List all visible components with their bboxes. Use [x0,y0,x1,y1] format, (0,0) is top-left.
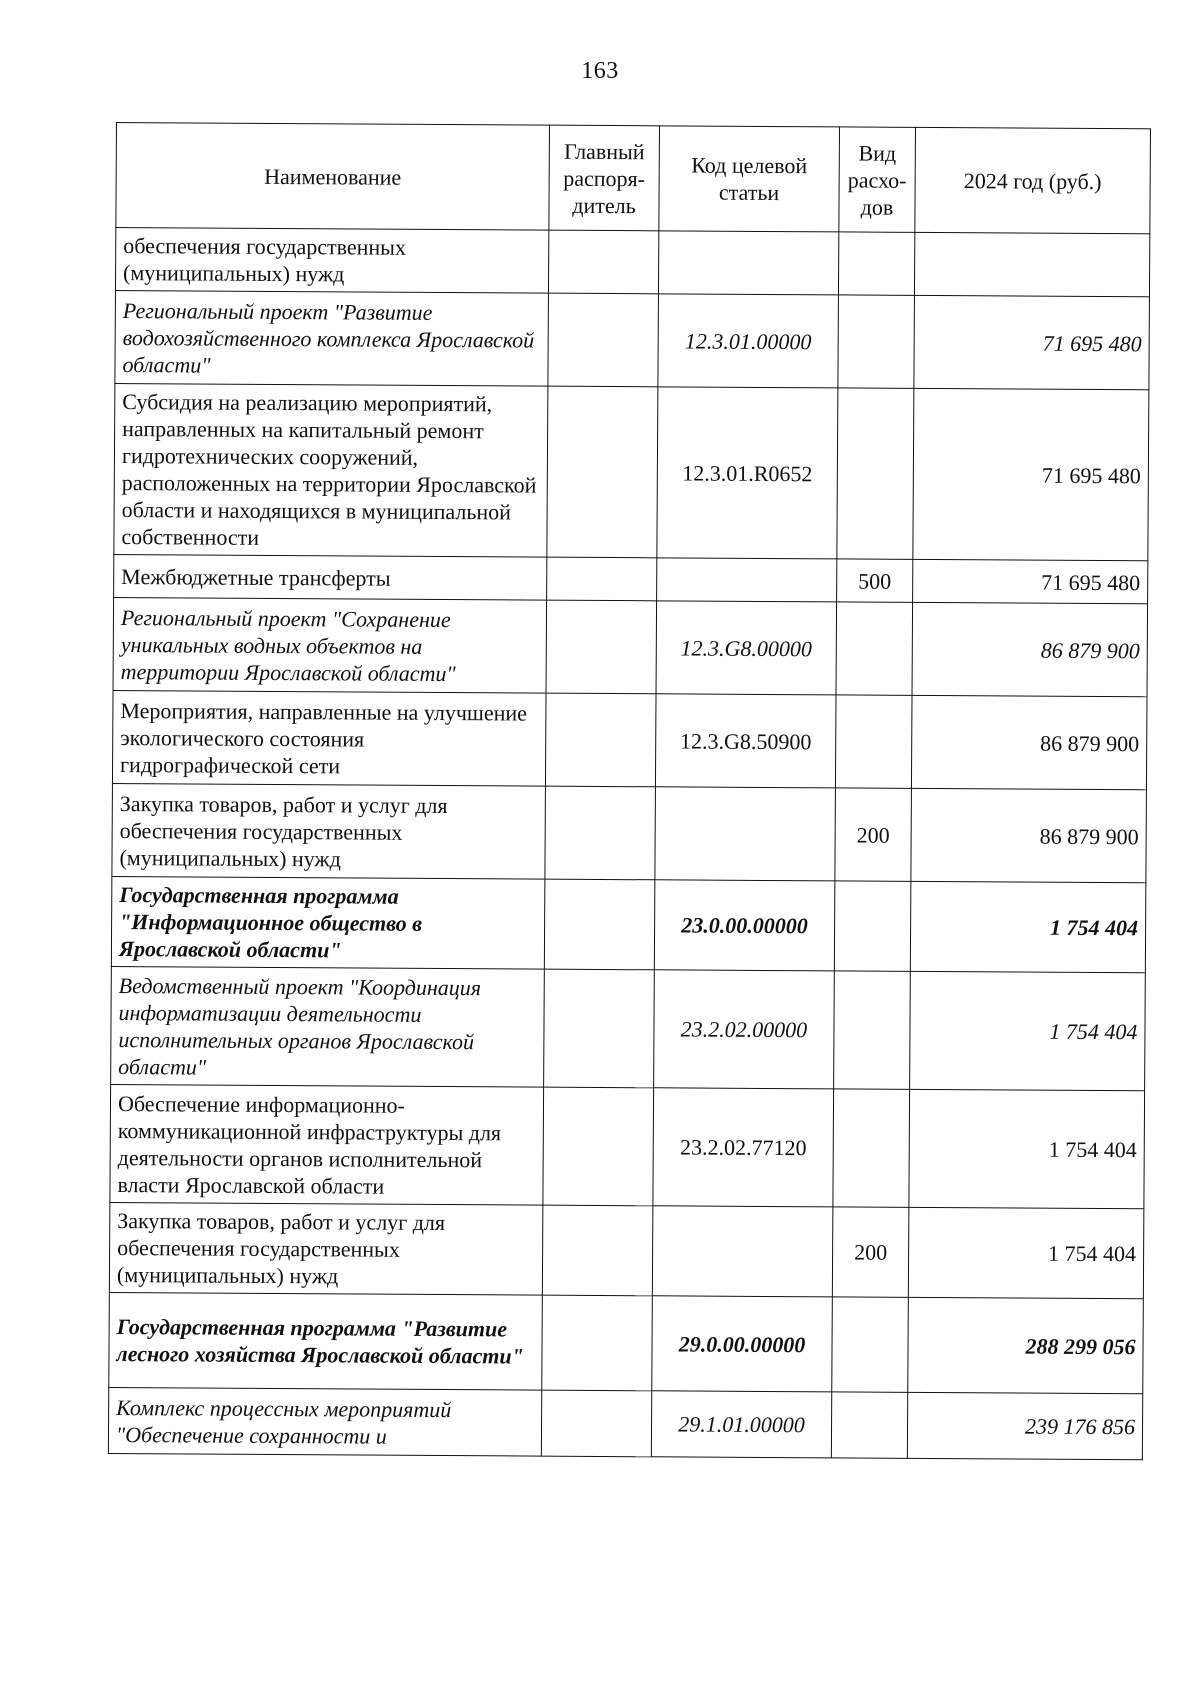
table-row [112,690,1147,789]
row-type-cell: 200 [832,1207,909,1297]
row-type-cell [831,1392,907,1458]
row-name-cell: Закупка товаров, работ и услуг для обеспечения государственных (муниципальных) нужд [112,783,546,879]
header-amount: 2024 год (руб.) [915,127,1151,233]
row-name-cell: Закупка товаров, работ и услуг для обеспечения государственных (муниципальных) нужд [109,1202,543,1295]
row-manager-cell [545,693,656,787]
row-type-cell [834,881,911,971]
row-manager-cell [547,557,657,601]
row-name-cell: Субсидия на реализацию мероприятий, направленных на капитальный ремонт гидротехнических сооружений, расположенных на территории Ярославской области и находящихся в муниципальной собственности [114,383,548,557]
row-amount-cell: 1 754 404 [910,971,1146,1090]
row-type-cell [838,295,915,388]
table-body [108,228,1149,1460]
row-amount-cell: 71 695 480 [913,559,1148,603]
row-amount-cell: 86 879 900 [911,788,1147,882]
row-code-cell: 12.3.G8.50900 [655,694,836,788]
row-name-cell: Региональный проект "Развитие водохозяйственного комплекса Ярославской области" [115,290,549,386]
table-row [113,597,1148,696]
row-amount-cell: 71 695 480 [913,388,1149,560]
row-manager-cell [544,969,655,1088]
row-name-cell: Региональный проект "Сохранение уникальных водных объектов на территории Ярославской области" [113,597,547,693]
row-manager-cell [542,1295,653,1391]
row-manager-cell [545,786,656,880]
table-row [112,783,1147,882]
row-name-cell: Комплекс процессных мероприятий "Обеспечение сохранности и [108,1387,541,1456]
table-header-row [116,123,1151,234]
row-amount-cell: 239 176 856 [907,1392,1142,1459]
row-type-cell [838,232,914,295]
row-type-cell: 200 [835,788,912,881]
header-name: Наименование [116,123,550,231]
row-amount-cell: 1 754 404 [910,881,1146,972]
row-name-cell: Государственная программа "Развитие лесного хозяйства Ярославской области" [109,1292,543,1390]
budget-table [108,122,1151,1460]
table-row [115,228,1149,297]
row-code-cell [658,231,838,295]
row-manager-cell [543,1087,654,1206]
row-name-cell: Ведомственный проект "Координация информатизации деятельности исполнительных органов Ярославской области" [111,966,545,1087]
row-manager-cell [548,293,659,387]
row-amount-cell: 86 879 900 [912,602,1148,696]
header-manager: Главный распоря-дитель [549,125,660,231]
row-manager-cell [544,879,655,970]
row-name-cell: Межбюджетные трансферты [114,554,547,600]
row-type-cell [833,1089,910,1207]
table-row [110,1084,1145,1208]
row-amount-cell: 1 754 404 [909,1089,1145,1208]
row-code-cell: 23.2.02.00000 [654,970,835,1089]
row-code-cell: 12.3.01.R0652 [657,387,838,559]
row-manager-cell [541,1390,651,1457]
row-manager-cell [542,1205,653,1296]
row-name-cell: Государственная программа "Информационное общество в Ярославской области" [111,876,545,969]
row-manager-cell [547,386,658,558]
row-amount-cell [914,232,1149,296]
header-type: Вид расхо-дов [839,127,916,232]
row-code-cell: 29.1.01.00000 [651,1391,831,1458]
table-row [114,383,1149,560]
row-manager-cell [548,230,658,294]
row-code-cell: 23.0.00.00000 [654,880,835,971]
row-type-cell [832,1297,909,1392]
table-row [111,876,1146,972]
row-type-cell [835,695,912,788]
table-row [108,1387,1142,1459]
table-row [109,1202,1144,1298]
row-code-cell [655,787,836,881]
row-type-cell [836,602,913,695]
row-code-cell [657,558,837,602]
row-type-cell [834,971,911,1089]
table-row [111,966,1146,1090]
row-code-cell [652,1206,833,1297]
table-row [109,1292,1144,1393]
row-name-cell: Обеспечение информационно-коммуникационной инфраструктуры для деятельности органов исполнительной власти Ярославской области [110,1084,544,1205]
table-row [115,290,1150,389]
row-code-cell: 12.3.G8.00000 [656,601,837,695]
row-amount-cell: 288 299 056 [908,1297,1144,1393]
page-number: 163 [581,58,619,84]
row-amount-cell: 1 754 404 [908,1207,1144,1298]
table-row [114,554,1148,603]
header-code: Код целевой статьи [659,126,840,232]
row-code-cell: 23.2.02.77120 [653,1088,834,1207]
row-amount-cell: 71 695 480 [914,295,1150,389]
row-name-cell: Мероприятия, направленные на улучшение экологического состояния гидрографической сети [112,690,546,786]
row-code-cell: 12.3.01.00000 [658,294,839,388]
row-code-cell: 29.0.00.00000 [652,1296,833,1392]
row-type-cell [837,388,914,559]
row-type-cell: 500 [837,559,913,602]
row-amount-cell: 86 879 900 [911,695,1147,789]
row-name-cell: обеспечения государственных (муниципальных) нужд [115,228,548,294]
row-manager-cell [546,600,657,694]
